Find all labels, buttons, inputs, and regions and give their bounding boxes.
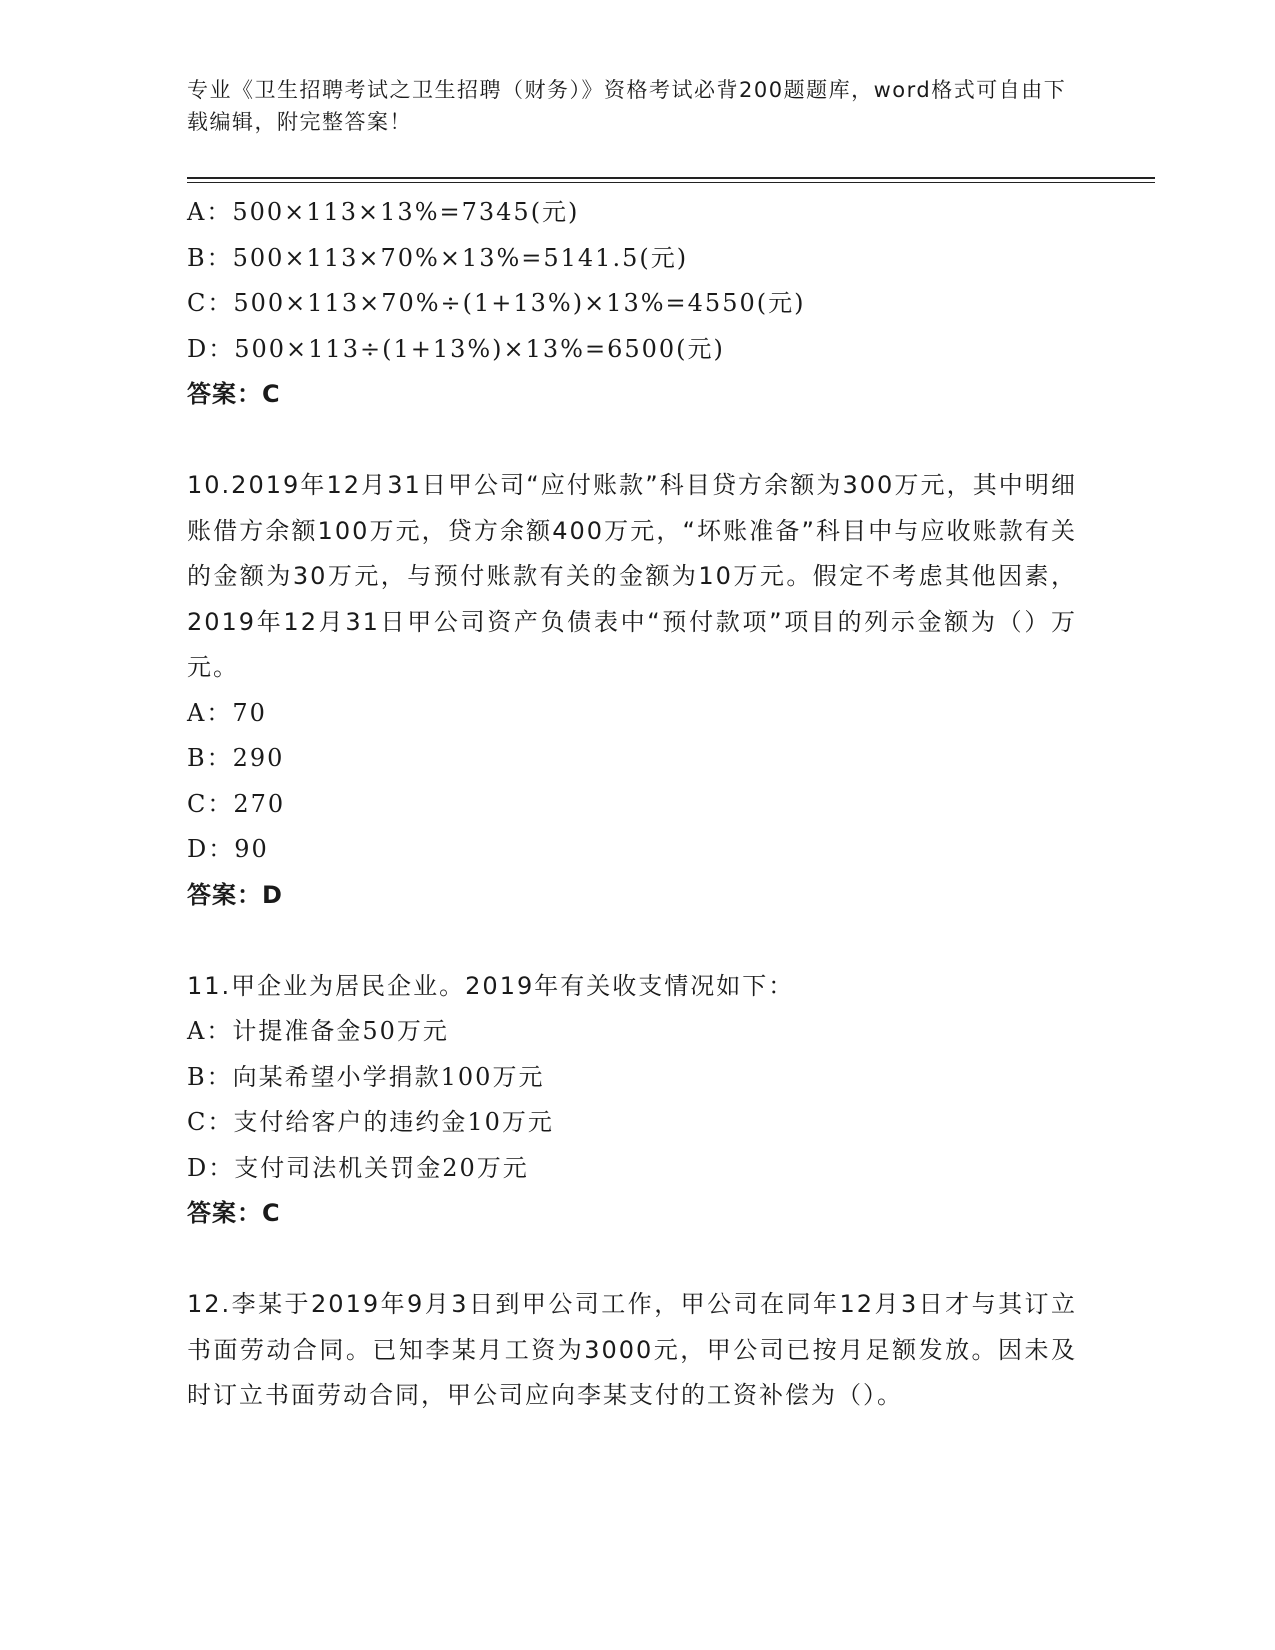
- header-divider-thin: [187, 182, 1155, 183]
- option-c: C：270: [187, 789, 286, 818]
- question-12: [187, 1282, 1077, 1419]
- option-a: A：计提准备金50万元: [187, 1017, 449, 1045]
- option-b: B：500×113×70%×13%=5141.5(元): [187, 243, 689, 272]
- question-11: [187, 964, 1077, 1237]
- question-9: [187, 190, 1077, 418]
- spacer: [187, 918, 1077, 964]
- option-b: B：向某希望小学捐款100万元: [187, 1062, 545, 1091]
- option-a: A：70: [187, 698, 267, 727]
- question-stem: 12.李某于2019年9月3日到甲公司工作，甲公司在同年12月3日才与其订立书面劳动合同。已知李某月工资为3000元，甲公司已按月足额发放。因未及时订立书面劳动合同，甲公司应向李某支付的工资补偿为（）。: [187, 1290, 1077, 1409]
- option-c: C：500×113×70%÷(1+13%)×13%=4550(元): [187, 289, 806, 317]
- document-header: [187, 74, 1067, 138]
- question-10: [187, 463, 1077, 918]
- option-a: A：500×113×13%=7345(元): [187, 198, 580, 226]
- spacer: [187, 418, 1077, 464]
- option-d: D：90: [187, 835, 269, 863]
- option-c: C：支付给客户的违约金10万元: [187, 1108, 554, 1136]
- question-list: [187, 190, 1077, 1419]
- spacer: [187, 1237, 1077, 1283]
- document-title: 专业《卫生招聘考试之卫生招聘（财务）》资格考试必背200题题库，word格式可自由下载编辑，附完整答案！: [187, 78, 1067, 134]
- header-divider-thick: [187, 177, 1155, 179]
- answer: 答案：C: [187, 1199, 281, 1227]
- question-stem: 10.2019年12月31日甲公司“应付账款”科目贷方余额为300万元，其中明细账借方余额100万元，贷方余额400万元，“坏账准备”科目中与应收账款有关的金额为30万元，与预付账款有关的金额为10万元。假定不考虑其他因素，2019年12月31日甲公司资产负债表中“预付款项”项目的列示金额为（）万元。: [187, 471, 1077, 681]
- option-d: D：500×113÷(1+13%)×13%=6500(元): [187, 334, 725, 363]
- question-stem: 11.甲企业为居民企业。2019年有关收支情况如下：: [187, 971, 795, 1000]
- option-d: D：支付司法机关罚金20万元: [187, 1153, 529, 1182]
- option-b: B：290: [187, 744, 285, 772]
- answer: 答案：C: [187, 380, 281, 408]
- answer: 答案：D: [187, 880, 283, 909]
